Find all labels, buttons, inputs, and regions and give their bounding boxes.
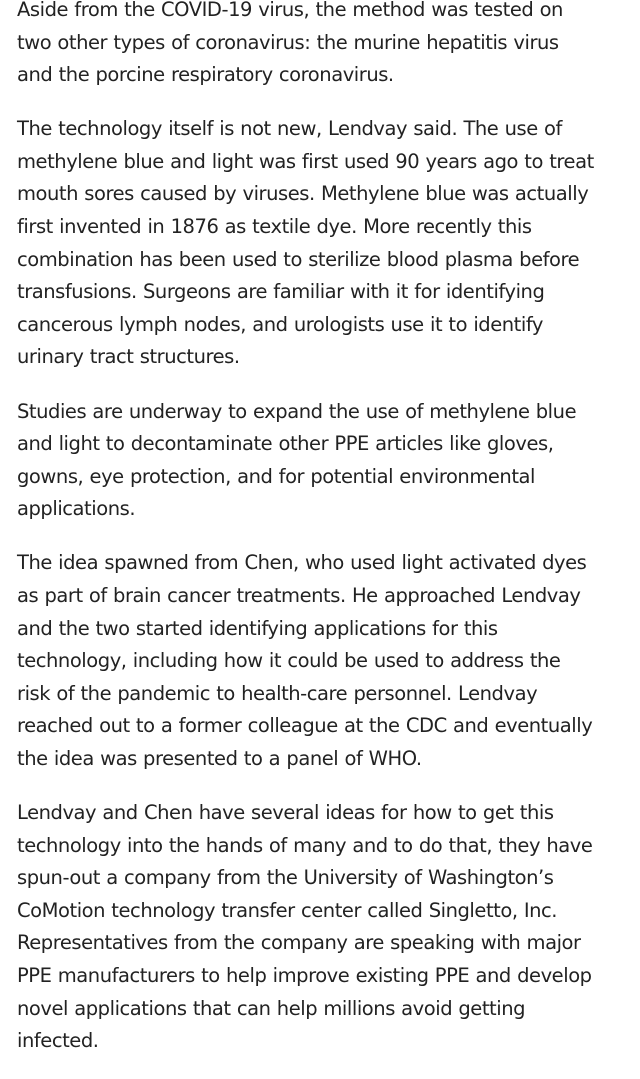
text-line: The idea spawned from Chen, who used light activated dyes: [17, 551, 587, 575]
text-line: Representatives from the company are speaking with major: [17, 931, 581, 955]
text-line: mouth sores caused by viruses. Methylene blue was actually: [17, 182, 589, 206]
text-line: and light to decontaminate other PPE articles like gloves,: [17, 432, 554, 456]
text-line: cancerous lymph nodes, and urologists use it to identify: [17, 312, 543, 336]
paragraph-further-studies: [17, 396, 640, 526]
text-line: transfusions. Surgeons are familiar with it for identifying: [17, 280, 545, 304]
text-line: methylene blue and light was first used 90 years ago to treat: [17, 149, 594, 173]
text-line: first invented in 1876 as textile dye. More recently this: [17, 215, 532, 239]
text-line: technology into the hands of many and to do that, they have: [17, 833, 593, 857]
paragraph-covid-testing: [17, 0, 640, 92]
text-line: technology, including how it could be used to address the: [17, 649, 561, 673]
article-body: [17, 0, 640, 1079]
text-line: CoMotion technology transfer center called Singletto, Inc.: [17, 898, 558, 922]
text-line: spun-out a company from the University of Washington’s: [17, 866, 554, 890]
paragraph-company-spinout: [17, 797, 640, 1058]
text-line: two other types of coronavirus: the murine hepatitis virus: [17, 30, 559, 54]
text-line: The technology itself is not new, Lendvay said. The use of: [17, 117, 562, 141]
text-line: urinary tract structures.: [17, 345, 240, 369]
text-line: Lendvay and Chen have several ideas for how to get this: [17, 801, 554, 825]
text-line: as part of brain cancer treatments. He approached Lendvay: [17, 584, 581, 607]
text-line: combination has been used to sterilize blood plasma before: [17, 247, 580, 271]
text-line: reached out to a former colleague at the CDC and eventually: [17, 714, 593, 738]
text-line: risk of the pandemic to health-care personnel. Lendvay: [17, 681, 538, 705]
text-line: and the porcine respiratory coronavirus.: [17, 63, 394, 87]
paragraph-technology-history: [17, 113, 640, 374]
text-line: Aside from the COVID-19 virus, the method was tested on: [17, 0, 563, 21]
text-line: PPE manufacturers to help improve existing PPE and develop: [17, 964, 592, 988]
text-line: the idea was presented to a panel of WHO.: [17, 746, 422, 770]
text-line: and the two started identifying applications for this: [17, 616, 498, 640]
text-line: gowns, eye protection, and for potential environmental: [17, 464, 536, 488]
text-line: infected.: [17, 1029, 99, 1053]
text-line: novel applications that can help millions avoid getting: [17, 996, 526, 1020]
text-line: applications.: [17, 497, 136, 521]
paragraph-idea-origin: [17, 547, 640, 775]
text-line: Studies are underway to expand the use of methylene blue: [17, 399, 577, 423]
